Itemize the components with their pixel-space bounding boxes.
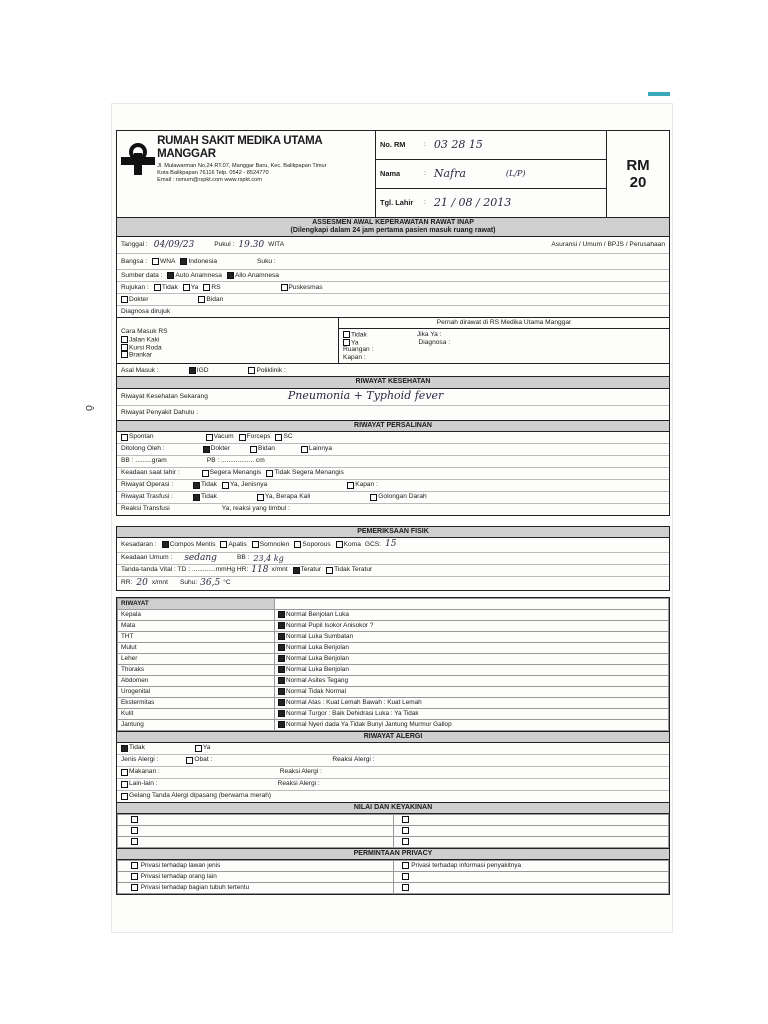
entry-wheelchair-label: Kursi Roda (129, 343, 162, 351)
wna-label: WNA (160, 257, 176, 265)
allergy-drug-label: Obat : (194, 756, 213, 764)
current-history-label: Riwayat Kesehatan Sekarang (121, 392, 208, 400)
privacy-opposite-sex-label: Privasi terhadap lawan jenis (140, 862, 221, 870)
exam-normal-checkbox[interactable] (278, 688, 285, 695)
transfusion-reaction-value: Ya, reaksi yang timbul : (221, 505, 290, 513)
referral-bidan-label: Bidan (206, 295, 224, 303)
physical-exam-title: PEMERIKSAAN FISIK (117, 527, 669, 538)
indonesia-label: Indonesia (188, 257, 218, 265)
compos-mentis-label: Compos Mentis (169, 540, 216, 548)
cry-delayed-label: Tidak Segera Menangis (274, 469, 344, 477)
general-condition-label: Keadaan Umum : (121, 554, 173, 562)
visit-section (116, 218, 670, 318)
assisted-other-checkbox[interactable] (301, 446, 308, 453)
exam-findings: Normal Asites Tegang (286, 677, 349, 685)
rhythm-irregular-label: Tidak Teratur (334, 566, 373, 574)
cry-immediate-label: Segera Menangis (209, 469, 262, 477)
prev-ya-checkbox[interactable] (343, 339, 350, 346)
allergy-food-checkbox[interactable] (121, 769, 128, 776)
allergy-food-reaction-label: Reaksi Alergi : (279, 768, 322, 776)
referral-puskesmas-checkbox[interactable] (281, 284, 288, 291)
values-title: NILAI DAN KEYAKINAN (117, 803, 669, 814)
referral-bidan-checkbox[interactable] (198, 296, 205, 303)
privacy-opposite-sex-checkbox[interactable] (131, 862, 138, 869)
entry-walk-label: Jalan Kaki (129, 335, 160, 343)
values-checkbox[interactable] (131, 827, 138, 834)
health-history-section (116, 377, 670, 420)
heart-rate-unit: x/mnt (271, 566, 288, 574)
exam-findings: Normal Turgor : Baik Dehidrasi Luka : Ya Tidak (286, 710, 419, 718)
exam-findings: Normal Luka Benjolan (286, 644, 349, 652)
values-checkbox[interactable] (402, 827, 409, 834)
time-value[interactable]: 19.30 (238, 239, 265, 250)
allergy-bracelet-checkbox[interactable] (121, 793, 128, 800)
wna-checkbox[interactable] (152, 258, 159, 265)
table-row (118, 609, 669, 620)
allergy-other-checkbox[interactable] (121, 781, 128, 788)
hospital-address-1: Jl. Mulawarman No.24 RT.07, Manggar Baru, Kec. Balikpapan Timur (157, 163, 327, 170)
physical-exam-section (116, 526, 670, 591)
origin-poli-checkbox[interactable] (248, 367, 255, 374)
allergy-other-label: Lain-lain : (129, 780, 158, 788)
surgery-tidak-label: Tidak (201, 481, 217, 489)
privacy-others-label: Privasi terhadap orang lain (140, 873, 217, 881)
referral-dokter-checkbox[interactable] (121, 296, 128, 303)
transfusion-reaction-label: Reaksi Transfusi (121, 505, 170, 513)
form-title-main: ASSESMEN AWAL KEPERAWATAN RAWAT INAP (312, 219, 474, 226)
prev-tidak-checkbox[interactable] (343, 331, 350, 338)
exam-normal-checkbox[interactable] (278, 633, 285, 640)
prev-when-label: Kapan : (342, 353, 366, 361)
privacy-section (116, 849, 670, 895)
date-label: Tanggal : (121, 241, 148, 249)
table-row (118, 642, 669, 653)
values-table (117, 814, 669, 848)
privacy-blank-checkbox[interactable] (402, 884, 409, 891)
hospital-name: RUMAH SAKIT MEDIKA UTAMA MANGGAR (157, 135, 322, 161)
birth-history-section (116, 421, 670, 516)
body-weight-label: BB : (236, 554, 250, 562)
allergy-section (116, 732, 670, 803)
exam-normal-checkbox[interactable] (278, 644, 285, 651)
exam-normal-checkbox[interactable] (278, 721, 285, 728)
compos-mentis-checkbox[interactable] (162, 541, 169, 548)
rhythm-regular-checkbox[interactable] (293, 567, 300, 574)
allergy-other-reaction-label: Reaksi Alergi : (277, 780, 320, 788)
table-row (118, 664, 669, 675)
origin-label: Asal Masuk : (121, 366, 159, 374)
assisted-other-label: Lainnya (308, 445, 333, 453)
exam-findings: Normal Atas : Kuat Lemah Bawah : Kuat Lemah (286, 699, 422, 707)
exam-normal-checkbox[interactable] (278, 622, 285, 629)
tribe-label: Suku : (257, 257, 276, 265)
exam-body-part: Mulut (118, 642, 275, 653)
dob-label: Tgl. Lahir (380, 197, 414, 207)
sc-checkbox[interactable] (275, 434, 282, 441)
exam-findings: Normal Luka Sumbatan (286, 633, 354, 641)
table-row (118, 675, 669, 686)
vacum-label: Vacum (213, 433, 234, 441)
referral-rs-checkbox[interactable] (203, 284, 210, 291)
birth-length-label: PB : .................. cm (206, 457, 265, 465)
privacy-info-label: Privasi terhadap informasi penyakitnya (411, 862, 522, 870)
transfusion-tidak-label: Tidak (201, 493, 217, 501)
form-code-line1: RM (626, 156, 650, 174)
body-weight-value[interactable]: 23,4 kg (253, 553, 284, 563)
allergy-food-label: Makanan : (129, 768, 160, 776)
exam-findings: Normal Nyeri dada Ya Tidak Bunyi Jantung Murmur Gallop (286, 721, 452, 729)
surgery-history-label: Riwayat Operasi : (121, 481, 174, 489)
rhythm-regular-label: Teratur (300, 566, 322, 574)
koma-label: Koma (343, 540, 361, 548)
allergy-bracelet-label: Gelang Tanda Alergi dipasang (berwarna merah) (129, 792, 272, 800)
form-title (117, 218, 669, 237)
transfusion-ya-label: Ya, Berapa Kali (264, 493, 311, 501)
auto-anamnesa-checkbox[interactable] (167, 272, 174, 279)
origin-igd-checkbox[interactable] (189, 367, 196, 374)
entry-wheelchair-checkbox[interactable] (121, 344, 128, 351)
origin-poli-label: Poliklinik : (256, 366, 286, 374)
referral-dokter-label: Dokter (129, 295, 149, 303)
surgery-ya-checkbox[interactable] (222, 482, 229, 489)
referral-ya-checkbox[interactable] (183, 284, 190, 291)
assisted-dokter-checkbox[interactable] (203, 446, 210, 453)
transfusion-ya-checkbox[interactable] (257, 494, 264, 501)
assisted-bidan-label: Bidan (258, 445, 275, 453)
referral-rs-label: RS (211, 283, 221, 291)
body-exam-section (116, 597, 670, 732)
exam-normal-checkbox[interactable] (278, 699, 285, 706)
name-value[interactable]: Nafra (433, 166, 466, 180)
origin-igd-label: IGD (196, 366, 209, 374)
koma-checkbox[interactable] (336, 541, 343, 548)
dob-value[interactable]: 21 / 08 / 2013 (433, 195, 512, 209)
cry-immediate-checkbox[interactable] (202, 470, 209, 477)
table-row (118, 620, 669, 631)
rm-value[interactable]: 03 28 15 (433, 137, 483, 151)
hospital-block (117, 131, 375, 217)
values-checkbox[interactable] (131, 838, 138, 845)
assessment-form (116, 130, 670, 895)
exam-body-part: Jantung (118, 719, 275, 730)
values-checkbox[interactable] (402, 816, 409, 823)
margin-mark: ô (83, 404, 96, 412)
nation-label: Bangsa : (121, 257, 148, 265)
exam-body-part: Thoraks (118, 664, 275, 675)
referral-tidak-label: Tidak (161, 283, 178, 291)
allergy-drug-checkbox[interactable] (186, 757, 193, 764)
name-label: Nama (380, 168, 401, 178)
general-condition-value[interactable]: sedang (184, 552, 217, 563)
allo-anamnesa-label: Allo Anamnesa (234, 271, 279, 279)
sex-value: (L/P) (505, 169, 526, 179)
prev-ya-label: Ya (350, 338, 359, 346)
resp-rate-label: RR: (121, 579, 133, 587)
temperature-label: Suhu: (179, 579, 198, 587)
allergy-reaction-label: Reaksi Alergi : (332, 756, 375, 764)
exam-normal-checkbox[interactable] (278, 710, 285, 717)
time-unit: WITA (268, 241, 285, 249)
allergy-ya-label: Ya (202, 744, 211, 752)
consciousness-label: Kesadaran : (121, 540, 157, 548)
prev-if-yes-label: Jika Ya : (416, 330, 442, 338)
birth-condition-label: Keadaan saat lahir : (121, 469, 180, 477)
health-history-title: RIWAYAT KESEHATAN (117, 377, 669, 388)
referral-tidak-checkbox[interactable] (154, 284, 161, 291)
source-label: Sumber data : (121, 271, 163, 279)
exam-findings: Normal Tidak Normal (286, 688, 347, 696)
previous-admission-title: Pernah dirawat di RS Medika Utama Manggar (339, 318, 669, 329)
exam-body-part: Abdomen (118, 675, 275, 686)
hospital-email: Email : rsmum@rspkt.com www.rspkt.com (157, 177, 262, 184)
entry-method-label: Cara Masuk RS (121, 328, 168, 336)
referral-puskesmas-label: Puskesmas (288, 283, 323, 291)
exam-header: RIWAYAT (118, 598, 275, 609)
assisted-dokter-label: Dokter (210, 445, 231, 453)
table-row (118, 697, 669, 708)
exam-normal-checkbox[interactable] (278, 611, 285, 618)
assisted-by-label: Ditolong Oleh : (121, 445, 165, 453)
surgery-when-label: Kapan : (355, 481, 378, 489)
edge-tab-marker (648, 92, 670, 96)
values-checkbox[interactable] (402, 838, 409, 845)
forceps-label: Forceps (246, 433, 271, 441)
vital-signs-label: Tanda-tanda Vital : TD : .............mmHg HR: (121, 566, 249, 574)
cry-delayed-checkbox[interactable] (266, 470, 273, 477)
transfusion-history-label: Riwayat Trasfusi : (121, 493, 174, 501)
gcs-label: GCS: (364, 540, 381, 548)
assisted-bidan-checkbox[interactable] (250, 446, 257, 453)
exam-body-part: Kulit (118, 708, 275, 719)
vacum-checkbox[interactable] (206, 434, 213, 441)
insurance-options[interactable]: Asuransi / Umum / BPJS / Perusahaan (551, 241, 665, 249)
allergy-title: RIWAYAT ALERGI (117, 732, 669, 743)
table-row (118, 653, 669, 664)
privacy-title: PERMINTAAN PRIVACY (117, 849, 669, 860)
forceps-checkbox[interactable] (239, 434, 246, 441)
values-checkbox[interactable] (131, 816, 138, 823)
time-label: Pukul : (214, 241, 235, 249)
table-row (118, 686, 669, 697)
apatis-checkbox[interactable] (220, 541, 227, 548)
form-header (116, 130, 670, 218)
rhythm-irregular-checkbox[interactable] (326, 567, 333, 574)
exam-body-part: Leher (118, 653, 275, 664)
date-value[interactable]: 04/09/23 (153, 239, 195, 250)
rm-label: No. RM (380, 139, 406, 149)
allergy-ya-checkbox[interactable] (195, 745, 202, 752)
surgery-tidak-checkbox[interactable] (193, 482, 200, 489)
prev-diagnosis-label: Diagnosa : (418, 338, 451, 346)
birth-history-title: RIWAYAT PERSALINAN (117, 421, 669, 432)
exam-body-part: Urogenital (118, 686, 275, 697)
resp-rate-unit: x/mnt (151, 579, 168, 587)
privacy-table (117, 860, 669, 894)
exam-normal-checkbox[interactable] (278, 655, 285, 662)
entry-stretcher-label: Brankar (129, 351, 153, 359)
prev-tidak-label: Tidak (350, 330, 367, 338)
exam-body-part: Ekstermitas (118, 697, 275, 708)
privacy-body-checkbox[interactable] (131, 884, 138, 891)
exam-normal-checkbox[interactable] (278, 666, 285, 673)
birth-weight-label: BB : .........gram (121, 457, 167, 465)
referral-label: Rujukan : (121, 283, 149, 291)
patient-id-box: No. RM : 03 28 15 Nama : Nafra (L/P) Tgl. Lahir : 21 / 08 / 2013 RM 20 (375, 131, 669, 217)
past-history-label: Riwayat Penyakit Dahulu : (121, 408, 198, 416)
privacy-info-checkbox[interactable] (402, 862, 409, 869)
indonesia-checkbox[interactable] (180, 258, 187, 265)
exam-body-part: Mata (118, 620, 275, 631)
hospital-logo-icon (121, 143, 153, 177)
soporous-checkbox[interactable] (294, 541, 301, 548)
spontan-label: Spontan (129, 433, 154, 441)
diagnosis-referral-label: Diagnosa dirujuk (121, 307, 171, 315)
blood-type-label: Golongan Darah (378, 493, 427, 501)
hospital-address-2: Kota Balikpapan 76116 Telp. 0542 - 8524770 (157, 170, 269, 177)
sc-label: SC (283, 433, 293, 441)
exam-findings: Normal Luka Benjolan (286, 655, 349, 663)
entry-walk-checkbox[interactable] (121, 336, 128, 343)
surgery-when-checkbox[interactable] (347, 482, 354, 489)
somnolen-label: Somnolen (259, 540, 290, 548)
table-row (118, 719, 669, 730)
resp-rate-value[interactable]: 20 (136, 577, 148, 588)
privacy-blank-checkbox[interactable] (402, 873, 409, 880)
heart-rate-value[interactable]: 118 (251, 564, 269, 575)
soporous-label: Soporous (302, 540, 331, 548)
values-section (116, 803, 670, 849)
blood-type-checkbox[interactable] (370, 494, 377, 501)
exam-body-part: Kepala (118, 609, 275, 620)
exam-findings: Normal Benjolan Luka (286, 611, 349, 619)
auto-anamnesa-label: Auto Anamnesa (175, 271, 222, 279)
referral-ya-label: Ya (190, 283, 199, 291)
allo-anamnesa-checkbox[interactable] (227, 272, 234, 279)
admission-section (116, 318, 670, 377)
privacy-body-label: Privasi terhadap bagian tubuh tertentu (140, 884, 250, 892)
privacy-others-checkbox[interactable] (131, 873, 138, 880)
surgery-ya-label: Ya, Jenisnya (229, 481, 268, 489)
prev-room-label: Ruangan : (342, 346, 374, 354)
somnolen-checkbox[interactable] (252, 541, 259, 548)
current-history-value[interactable]: Pneumonia + Typhoid fever (287, 389, 444, 403)
allergy-tidak-label: Tidak (129, 744, 145, 752)
entry-stretcher-checkbox[interactable] (121, 351, 128, 358)
temperature-unit: °C (223, 579, 231, 587)
exam-findings: Normal Luka Benjolan (286, 666, 349, 674)
exam-body-part: THT (118, 631, 275, 642)
exam-normal-checkbox[interactable] (278, 677, 285, 684)
temperature-value[interactable]: 36,5 (200, 577, 221, 588)
exam-findings: Normal Pupil Isokor Anisokor ? (286, 622, 374, 630)
transfusion-tidak-checkbox[interactable] (193, 494, 200, 501)
spontan-checkbox[interactable] (121, 434, 128, 441)
allergy-tidak-checkbox[interactable] (121, 745, 128, 752)
table-row (118, 708, 669, 719)
form-code-line2: 20 (629, 174, 647, 191)
apatis-label: Apatis (228, 540, 247, 548)
allergy-type-label: Jenis Alergi : (121, 756, 159, 764)
table-row (118, 631, 669, 642)
gcs-value[interactable]: 15 (385, 539, 397, 550)
form-code (606, 131, 669, 217)
form-title-sub: (Dilengkapi dalam 24 jam pertama pasien masuk ruang rawat) (290, 227, 496, 235)
body-exam-table (117, 598, 669, 731)
